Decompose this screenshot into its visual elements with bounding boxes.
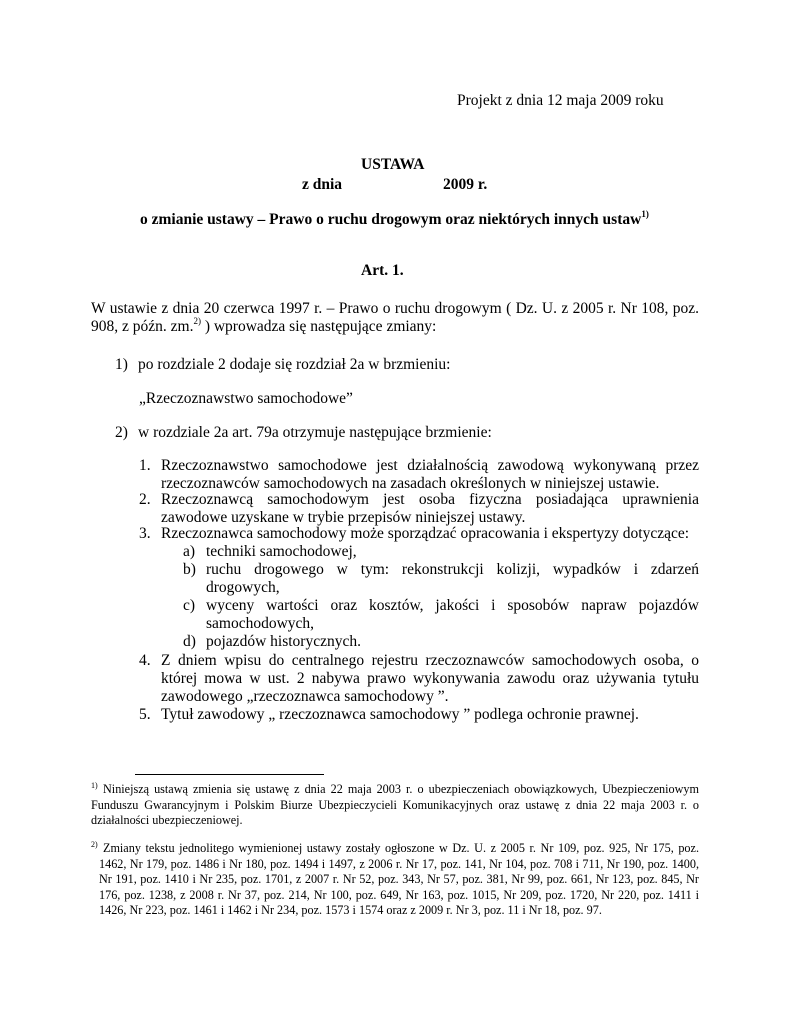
letter-text: ruchu drogowego w tym: rekonstrukcji kolizji, wypadków i zdarzeń drogowych, <box>206 561 699 596</box>
footnote-ref-2[interactable]: 2) <box>193 315 201 326</box>
letter-text: pojazdów historycznych. <box>206 633 361 650</box>
letter-number: b) <box>183 561 196 578</box>
article-intro <box>91 300 699 336</box>
section-text: Rzeczoznawca samochodowy może sporządzać opracowania i ekspertyzy dotyczące: <box>161 525 690 542</box>
act-subject-text: o zmianie ustawy – Prawo o ruchu drogowym oraz niektórych innych ustaw <box>140 211 642 228</box>
article-heading: Art. 1. <box>361 262 404 279</box>
section-number: 2. <box>139 491 151 508</box>
section-number: 1. <box>139 457 151 474</box>
section-text: Rzeczoznawstwo samochodowe jest działalnością zawodową wykonywaną przez rzeczoznawców samochodowych na zasadach określonych w niniejszej ustawie. <box>161 457 699 492</box>
section-number: 3. <box>139 525 151 542</box>
letter-number: a) <box>183 543 196 560</box>
point-number: 1) <box>115 356 128 373</box>
footnote-text: Niniejszą ustawą zmienia się ustawę z dnia 22 maja 2003 r. o ubezpieczeniach obowiązkowych, Ubezpieczeniowym Funduszu Gwarancyjnym i Polskim Biurze Ubezpieczycieli Komunikacyjnych oraz ustawę z dnia 22 maja 2003 r. o działalności ubezpieczeniowej. <box>91 782 699 827</box>
intro-text-end: ) wprowadza się następujące zmiany: <box>200 318 437 335</box>
section-text: Tytuł zawodowy „ rzeczoznawca samochodowy ” podlega ochronie prawnej. <box>161 706 639 723</box>
point-text: w rozdziale 2a art. 79a otrzymuje następujące brzmienie: <box>138 424 492 441</box>
point-number: 2) <box>115 424 128 441</box>
section-number: 4. <box>139 652 151 669</box>
section-number: 5. <box>139 706 151 723</box>
section-text: Z dniem wpisu do centralnego rejestru rzeczoznawców samochodowych osoba, o której mowa w ust. 2 nabywa prawo wykonywania zawodu oraz używania tytułu zawodowego „rzeczoznawca samochodowy ”. <box>161 652 699 705</box>
project-date: Projekt z dnia 12 maja 2009 roku <box>457 92 664 109</box>
intro-text: W ustawie z dnia 20 czerwca 1997 r. – Prawo o ruchu drogowym ( Dz. U. z 2005 r. Nr 108, poz. 908, z późn. zm. <box>91 300 699 335</box>
act-type: USTAWA <box>361 156 425 173</box>
section-text: Rzeczoznawcą samochodowym jest osoba fizyczna posiadająca uprawnienia zawodowe uzyskane w trybie przepisów niniejszej ustawy. <box>161 491 699 526</box>
letter-number: c) <box>183 597 196 614</box>
footnote-separator <box>135 774 324 775</box>
act-date-prefix: z dnia <box>302 176 343 193</box>
footnote-ref-1[interactable]: 1) <box>641 208 649 219</box>
point-text: po rozdziale 2 dodaje się rozdział 2a w brzmieniu: <box>138 356 451 373</box>
letter-text: techniki samochodowej, <box>206 543 357 560</box>
chapter-title: „Rzeczoznawstwo samochodowe” <box>139 390 353 407</box>
footnote-number: 1) <box>91 781 98 790</box>
act-date-year: 2009 r. <box>443 176 488 193</box>
act-subject <box>140 208 649 229</box>
footnote-text: Zmiany tekstu jednolitego wymienionej ustawy zostały ogłoszone w Dz. U. z 2005 r. Nr 109, poz. 925, Nr 175, poz. 1462, Nr 179, poz. 1486 i Nr 180, poz. 1494 i 1497, z 2006 r. Nr 17, poz. 141, Nr 104, poz. 708 i 711, Nr 190, poz. 1400, Nr 191, poz. 1410 i Nr 235, poz. 1701, z 2007 r. Nr 52, poz. 343, Nr 57, poz. 381, Nr 99, poz. 661, Nr 123, poz. 845, Nr 176, poz. 1238, z 2008 r. Nr 37, poz. 214, Nr 100, poz. 649, Nr 163, poz. 1015, Nr 209, poz. 1720, Nr 220, poz. 1411 i 1426, Nr 223, poz. 1461 i 1462 i Nr 234, poz. 1573 i 1574 oraz z 2009 r. Nr 3, poz. 11 i Nr 18, poz. 97. <box>99 841 699 917</box>
letter-text: wyceny wartości oraz kosztów, jakości i sposobów napraw pojazdów samochodowych, <box>206 597 699 632</box>
footnote-number: 2) <box>91 840 98 849</box>
letter-number: d) <box>183 633 196 650</box>
